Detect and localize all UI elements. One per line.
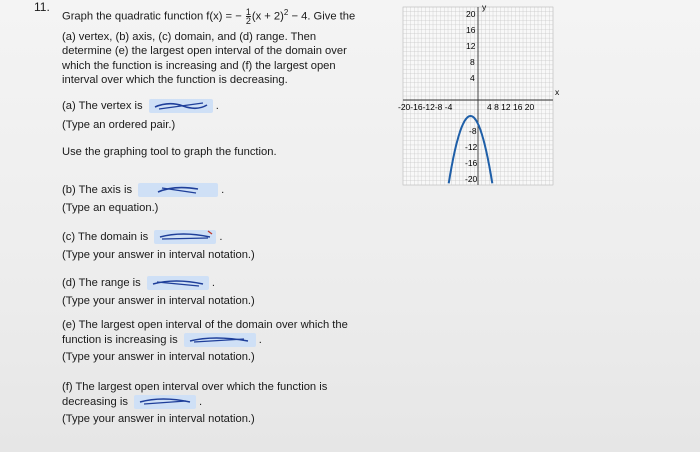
x-tick-labels-negative: -20-16-12-8 -4 [398, 102, 453, 112]
part-a: (a) The vertex is . (Type an ordered pair.) Use the graphing tool to graph the function. [62, 100, 277, 158]
range-answer-field[interactable] [147, 276, 209, 290]
part-e-label-2: function is increasing is [62, 333, 178, 346]
axis-answer-field[interactable] [138, 183, 218, 197]
part-f: (f) The largest open interval over which the function is decreasing is . (Type your answer in interval notation.) [62, 381, 328, 425]
question-line-5: interval over which the function is decreasing. [62, 73, 288, 86]
part-d-label: (d) The range is [62, 277, 141, 289]
y-tick-label: 12 [466, 41, 476, 51]
domain-answer-field[interactable] [154, 230, 216, 244]
part-e: (e) The largest open interval of the domain over which the function is increasing is . (Type your answer in interval notation.) [62, 319, 348, 363]
handwritten-scribble-icon [138, 183, 218, 197]
part-f-hint: (Type your answer in interval notation.) [62, 413, 255, 425]
question-line-3: determine (e) the largest open interval of the domain over [62, 45, 347, 58]
part-b-label: (b) The axis is [62, 184, 133, 196]
part-c-hint: (Type your answer in interval notation.) [62, 248, 255, 261]
increasing-answer-field[interactable] [184, 333, 256, 347]
question-line-4: which the function is increasing and (f) the largest open [62, 59, 336, 72]
y-tick-label: -8 [469, 126, 477, 136]
vertex-answer-field[interactable] [149, 99, 213, 113]
x-axis-name: x [555, 87, 560, 97]
question-line-1: Graph the quadratic function f(x) = − $\frac{1}{2}$ $(x + 2)^2 - 4$. Give the [62, 7, 356, 27]
question-line-2: (a) vertex, (b) axis, (c) domain, and (d) range. Then [62, 31, 317, 44]
graph-tool-instruction: Use the graphing tool to graph the function. [62, 146, 277, 158]
question-number: 11. [34, 0, 50, 14]
part-c: (c) The domain is . (Type your answer in interval notation.) [62, 231, 255, 261]
part-d: (d) The range is . (Type your answer in interval notation.) [62, 277, 255, 307]
handwritten-scribble-icon [147, 276, 209, 290]
part-b: (b) The axis is . (Type an equation.) [62, 184, 225, 214]
handwritten-scribble-icon [149, 99, 213, 113]
part-a-hint: (Type an ordered pair.) [62, 118, 176, 131]
y-axis-name: y [482, 3, 487, 12]
part-f-label-1: (f) The largest open interval over which the function is [62, 381, 328, 393]
y-tick-label: -16 [465, 158, 478, 168]
part-e-label-1: (e) The largest open interval of the domain over which the [62, 319, 348, 331]
question-text [62, 6, 392, 87]
part-f-label-2: decreasing is [62, 395, 128, 408]
y-tick-label: -12 [465, 142, 478, 152]
y-tick-label: 4 [470, 73, 475, 83]
part-c-label: (c) The domain is [62, 231, 149, 243]
y-tick-label: 20 [466, 9, 476, 19]
handwritten-scribble-icon [184, 333, 256, 347]
part-d-hint: (Type your answer in interval notation.) [62, 294, 255, 307]
part-e-hint: (Type your answer in interval notation.) [62, 351, 255, 363]
y-tick-label: -20 [465, 174, 478, 184]
fraction: $\frac{1}{2}$ [245, 7, 251, 27]
coordinate-graph[interactable] [393, 3, 563, 188]
y-tick-label: 8 [470, 57, 475, 67]
handwritten-scribble-icon [154, 230, 216, 244]
decreasing-answer-field[interactable] [134, 395, 196, 409]
x-tick-labels-positive: 4 8 12 16 20 [487, 102, 535, 112]
part-b-hint: (Type an equation.) [62, 201, 159, 214]
y-tick-label: 16 [466, 25, 476, 35]
part-a-label: (a) The vertex is [62, 100, 143, 112]
handwritten-scribble-icon [134, 395, 196, 409]
